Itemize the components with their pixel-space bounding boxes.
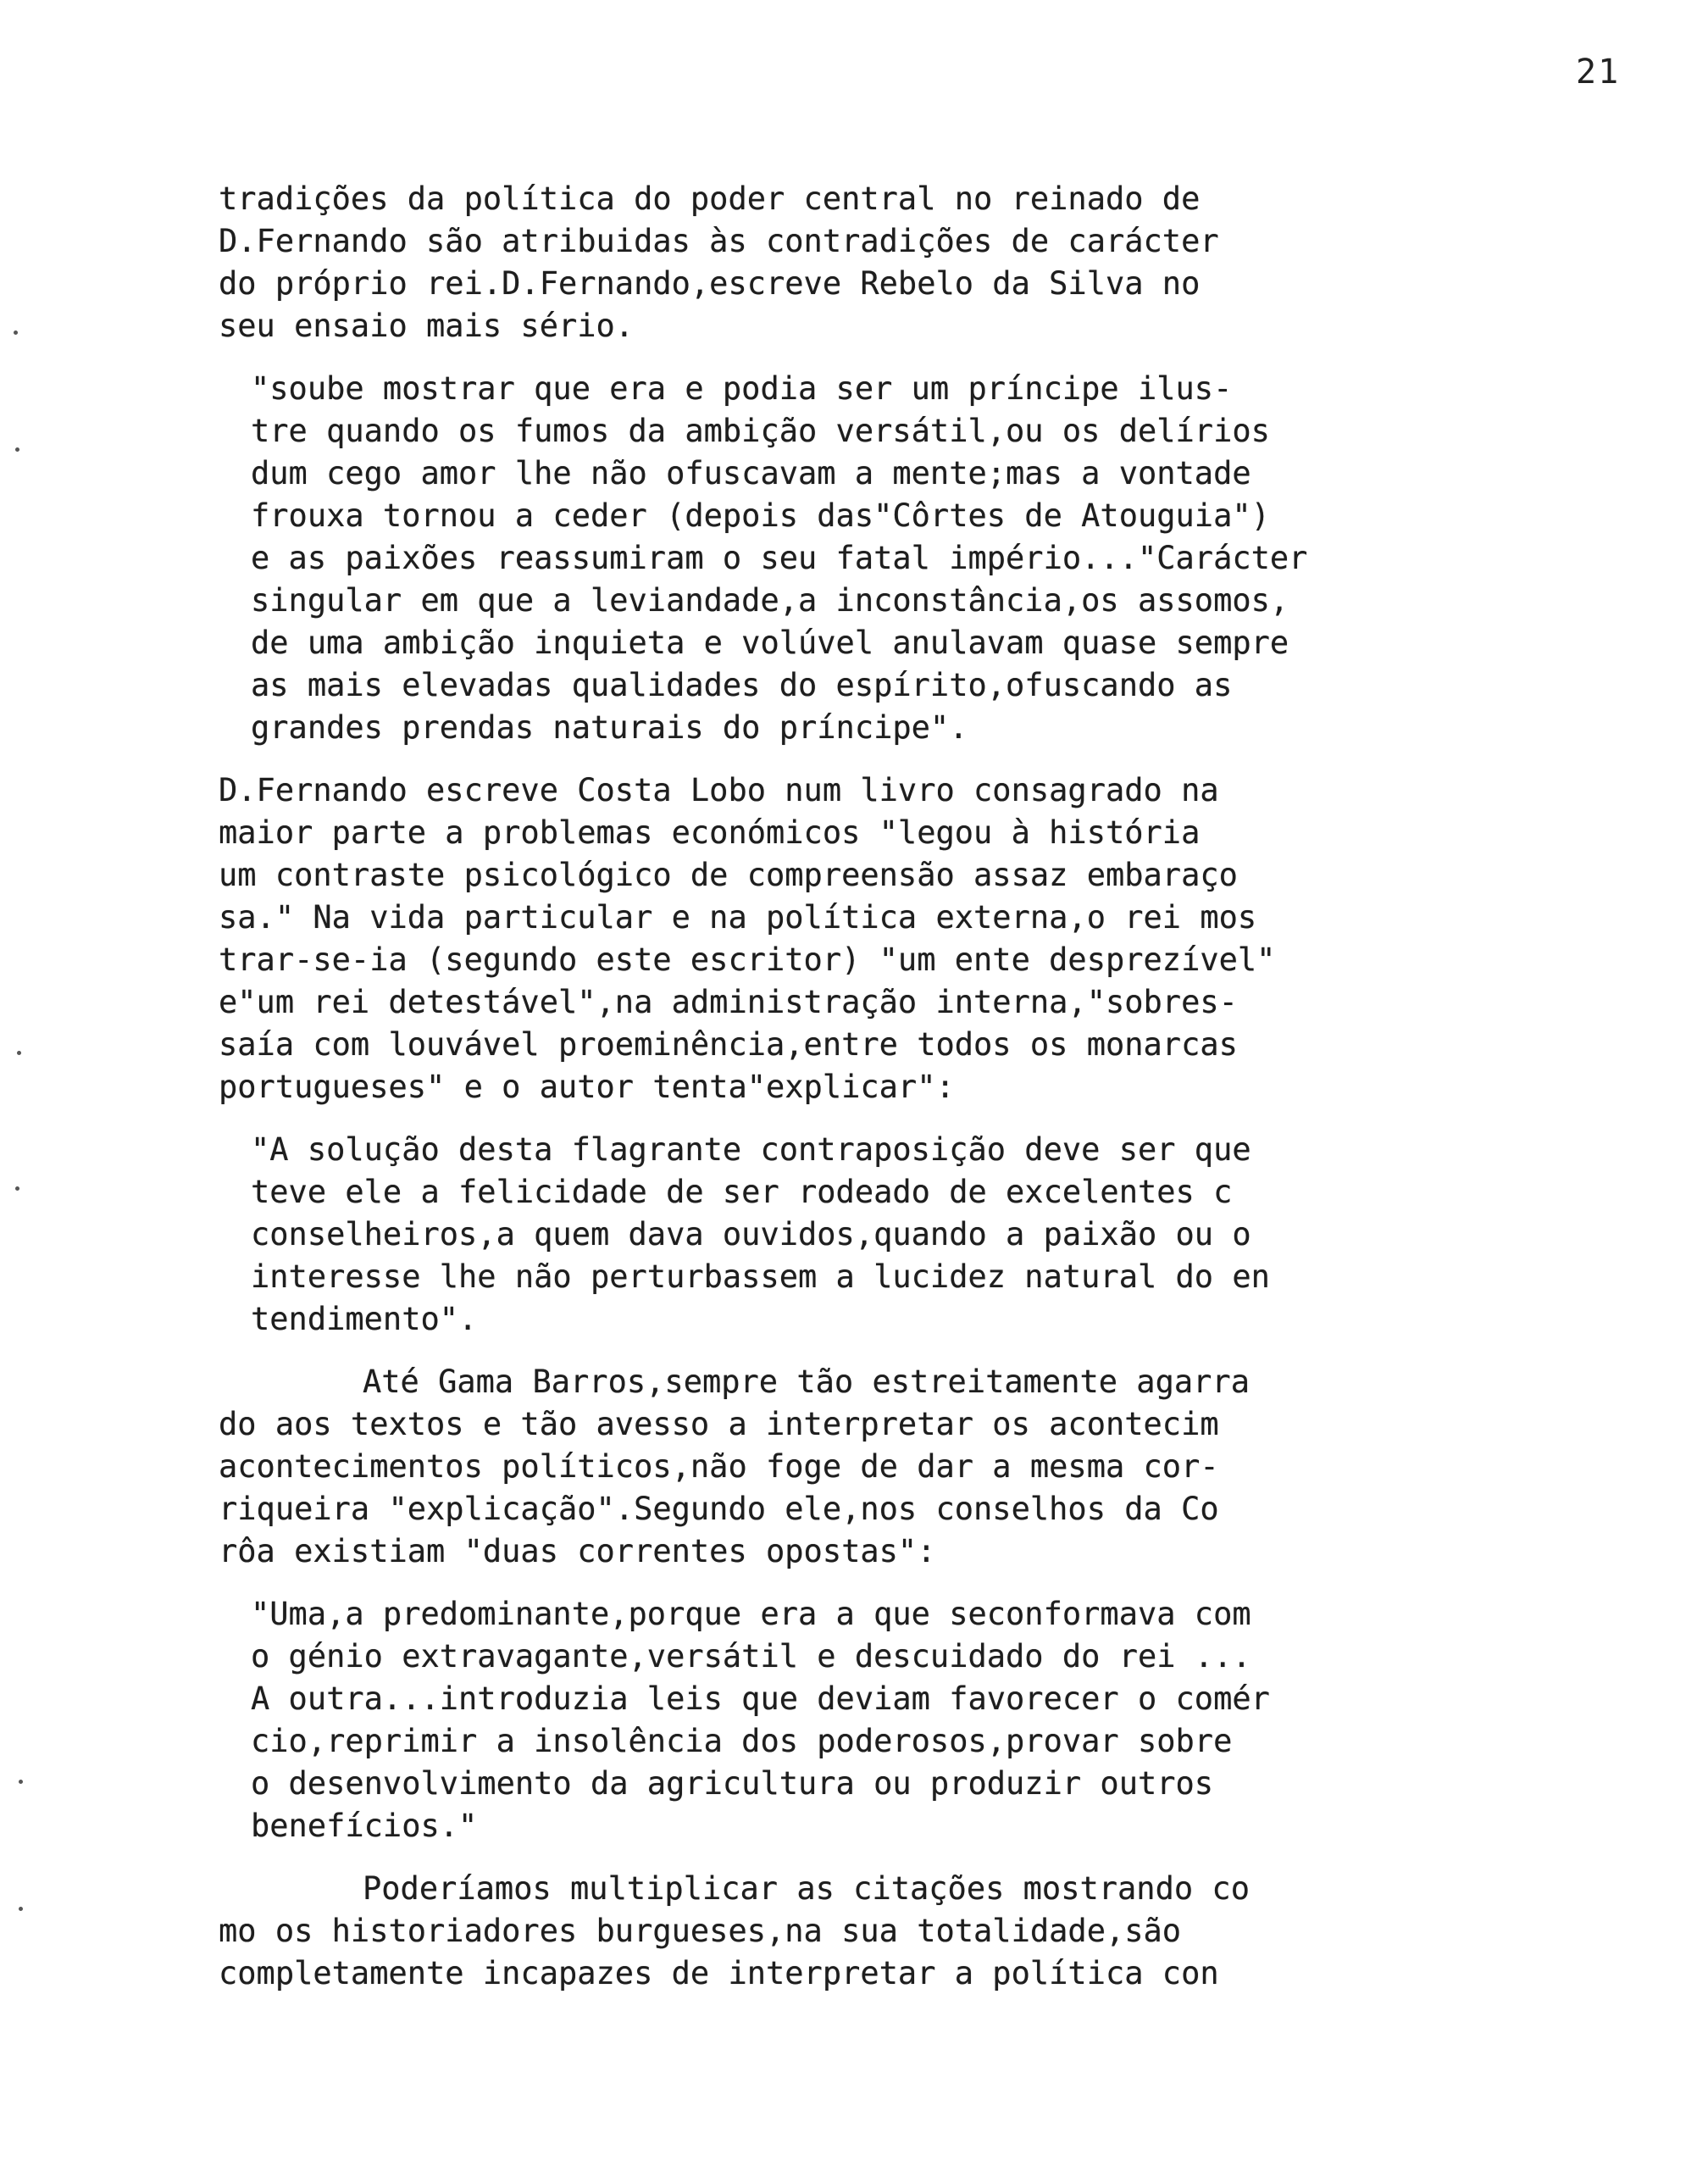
document-body — [219, 178, 1633, 2015]
quote-gama-barros: "Uma,a predominante,porque era a que seconformava com o génio extravagante,versátil e descuidado do rei ... A outra...introduzia leis que deviam favorecer o comér cio,reprimir a insolência dos poderosos,provar sobre o desenvolvimento da agricultura ou produzir outros benefícios." — [251, 1596, 1270, 1844]
paragraph-gama-barros: Até Gama Barros,sempre tão estreitamente agarra do aos textos e tão avesso a interpretar os acontecim acontecimentos políticos,não foge de dar a mesma cor- riqueira "explicação".Segundo ele,nos conselhos da Co rôa existiam "duas correntes opostas": — [219, 1364, 1250, 1569]
page-number: 21 — [1576, 53, 1621, 92]
paragraph-rebelo-intro: tradições da política do poder central no reinado de D.Fernando são atribuidas às contradições de carácter do próprio rei.D.Fernando,escreve Rebelo da Silva no seu ensaio mais sério. — [219, 181, 1219, 344]
paragraph-conclusion: Poderíamos multiplicar as citações mostrando co mo os historiadores burgueses,na sua totalidade,são completamente incapazes de interpretar a política con — [219, 1870, 1250, 1991]
margin-speck — [19, 1907, 23, 1911]
quote-rebelo-da-silva: "soube mostrar que era e podia ser um príncipe ilus- tre quando os fumos da ambição versátil,ou os delírios dum cego amor lhe não ofuscavam a mente;mas a vontade frouxa tornou a ceder (depois das"Côrtes de Atouguia") e as paixões reassumiram o seu fatal império..."Carácter singular em que a leviandade,a inconstância,os assomos, de uma ambição inquieta e volúvel anulavam quase sempre as mais elevadas qualidades do espírito,ofuscando as grandes prendas naturais do príncipe". — [251, 370, 1308, 746]
paragraph-costa-lobo: D.Fernando escreve Costa Lobo num livro consagrado na maior parte a problemas económicos "legou à história um contraste psicológico de compreensão assaz embaraço sa." Na vida particular e na política externa,o rei mos trar-se-ia (segundo este escritor) "um ente desprezível" e"um rei detestável",na administração interna,"sobres- saía com louvável proeminência,entre todos os monarcas portugueses" e o autor tenta"explicar": — [219, 772, 1276, 1105]
margin-speck — [15, 447, 19, 452]
margin-speck — [19, 1780, 23, 1784]
margin-speck — [17, 1051, 21, 1055]
quote-costa-lobo: "A solução desta flagrante contraposição deve ser que teve ele a felicidade de ser rodeado de excelentes c conselheiros,a quem dava ouvidos,quando a paixão ou o interesse lhe não perturbassem a lucidez natural do en tendimento". — [251, 1131, 1270, 1337]
margin-speck — [15, 1186, 19, 1191]
margin-speck — [14, 331, 18, 335]
